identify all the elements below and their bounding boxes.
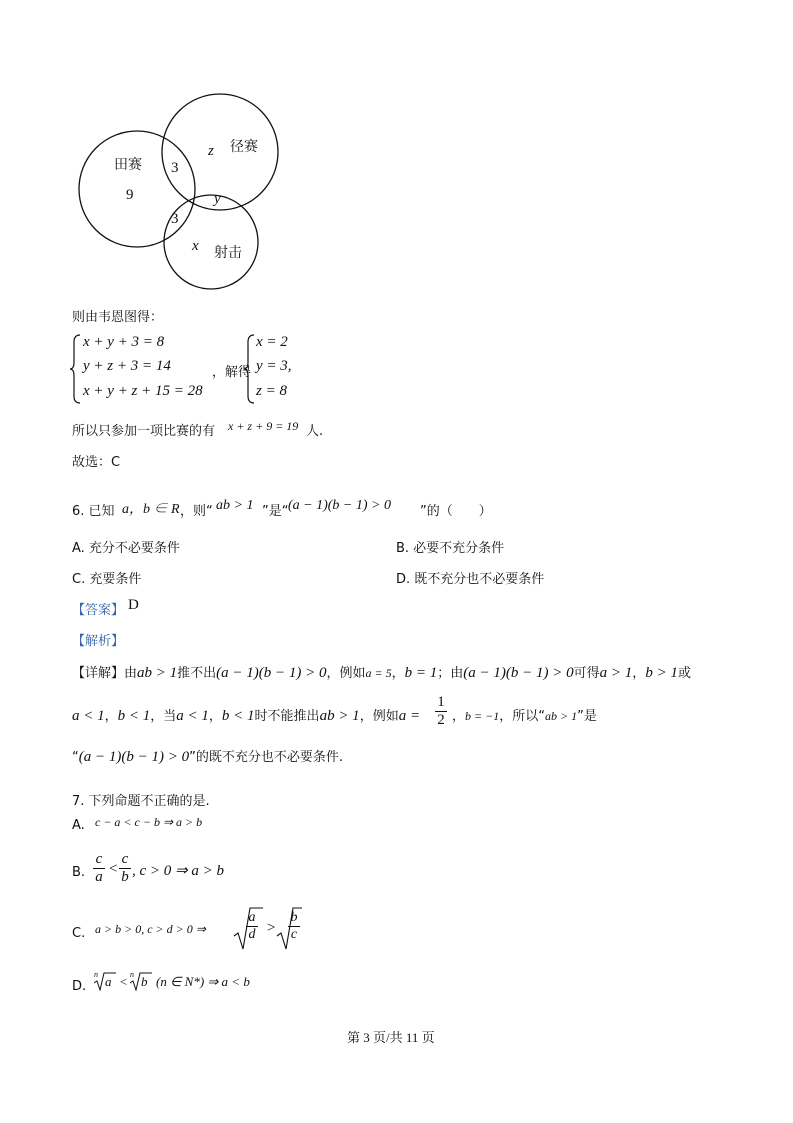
q6-stem-suffix: ”的（ ） (420, 504, 492, 519)
page-footer: 第 3 页/共 11 页 (347, 1030, 435, 1045)
detail-1-l: ， (632, 666, 646, 681)
detail-1-i: (a − 1)(b − 1) > 0 (463, 665, 574, 681)
q6-condition-2: (a − 1)(b − 1) > 0 (288, 498, 391, 513)
q7-option-b-label: B. (72, 865, 86, 880)
q7-c-fraction-1 (246, 910, 258, 943)
fraction-numerator: c (95, 851, 103, 867)
conclusion-unit: 人. (306, 424, 324, 439)
equation-1: x + y + 3 = 8 (83, 334, 165, 350)
q7-d-radicand-2: b (141, 974, 148, 989)
q6-stem-mid: ，则“ (180, 504, 213, 519)
solution-intro: 则由韦恩图得： (72, 310, 164, 325)
q6-stem-vars: a，b ∈ R (122, 502, 180, 517)
solution-y: y = 3, (256, 358, 292, 374)
detail-line-2-tail (452, 705, 597, 724)
detail-1-h: ；由 (437, 666, 464, 681)
detail-2-p: ”是 (577, 709, 597, 724)
detail-label: 【详解】由 (72, 666, 138, 681)
venn-diagram (60, 90, 300, 300)
conclusion-text: 所以只参加一项比赛的有 (72, 424, 216, 439)
solve-label: ，解得 (212, 365, 252, 380)
detail-3-c: ”的既不充分也不必要条件. (189, 750, 343, 765)
analysis-label: 【解析】 (72, 634, 125, 649)
detail-2-g: b < 1 (221, 708, 255, 724)
equation-3: x + y + z + 15 = 28 (83, 383, 203, 399)
q7-d-rest: (n ∈ N*) ⇒ a < b (156, 974, 250, 989)
fraction-denominator: d (248, 927, 256, 942)
venn-label-field: 田赛 (114, 157, 142, 173)
fraction-denominator: a (95, 869, 103, 885)
detail-1-m: b > 1 (645, 665, 678, 681)
detail-2-n: ，所以“ (499, 709, 545, 724)
detail-2-o: ab > 1 (544, 709, 578, 723)
solution-brace (244, 334, 256, 404)
solution-x: x = 2 (256, 334, 288, 350)
detail-1-c: (a − 1)(b − 1) > 0 (216, 665, 327, 681)
venn-circle-field (79, 131, 195, 247)
venn-label-shooting: 射击 (214, 245, 242, 261)
fraction-denominator: c (290, 927, 298, 942)
detail-2-b: ， (104, 709, 118, 724)
detail-1-j: 可得 (573, 666, 600, 681)
detail-2-fraction (435, 694, 447, 729)
q7-d-less-than: < (119, 974, 128, 989)
detail-1-n: 或 (677, 666, 691, 681)
detail-1-b: 推不出 (177, 666, 217, 681)
detail-line-1 (72, 662, 691, 682)
venn-value-field: 9 (126, 187, 134, 203)
q7-option-a-math: c − a < c − b ⇒ a > b (95, 815, 203, 829)
answer-value: D (128, 597, 139, 613)
detail-1-k: a > 1 (599, 665, 633, 681)
detail-2-l: ， (452, 709, 466, 724)
q7-option-a-label: A. (72, 818, 85, 833)
q6-stem-prefix: 6. 已知 (72, 504, 115, 519)
q7-c-greater-than: > (266, 920, 277, 936)
q7-option-d-label: D. (72, 979, 87, 994)
conclusion-math: x + z + 9 = 19 (228, 419, 299, 433)
detail-1-f: ， (391, 666, 405, 681)
venn-overlap-track-shooting: y (214, 191, 221, 207)
fraction-denominator: 2 (437, 712, 445, 728)
q6-option-d: D. 既不充分也不必要条件 (396, 572, 545, 587)
q7-c-fraction-2 (288, 910, 300, 943)
answer-label: 【答案】 (72, 603, 125, 618)
venn-overlap-field-track: 3 (171, 160, 179, 176)
equation-brace-left (70, 334, 82, 404)
detail-2-j: ，例如 (359, 709, 399, 724)
q7-b-fraction-1 (93, 851, 105, 886)
detail-2-c: b < 1 (117, 708, 151, 724)
detail-2-k: a = (398, 708, 421, 724)
detail-2-a: a < 1 (72, 708, 105, 724)
q6-condition-1: ab > 1 (216, 498, 254, 513)
q7-b-rest: , c > 0 ⇒ a > b (132, 863, 224, 879)
detail-2-h: 时不能推出 (254, 709, 320, 724)
q7-c-math: a > b > 0, c > d > 0 ⇒ (95, 922, 206, 936)
detail-2-i: ab > 1 (319, 708, 360, 724)
q6-stem-mid2: ”是“ (262, 504, 289, 519)
q7-b-fraction-2 (119, 851, 131, 886)
detail-line-3 (72, 746, 343, 766)
detail-3-b: (a − 1)(b − 1) > 0 (78, 749, 190, 765)
detail-1-e: a = 5 (365, 666, 392, 680)
choice-text: 故选：C (72, 455, 121, 470)
fraction-numerator: 1 (437, 694, 445, 710)
venn-var-shooting: x (192, 238, 199, 254)
q6-option-c: C. 充要条件 (72, 572, 142, 587)
q7-d-index-2: n (130, 970, 134, 979)
fraction-denominator: b (121, 869, 129, 885)
venn-label-track: 径赛 (230, 139, 258, 155)
q7-stem: 7. 下列命题不正确的是. (72, 794, 210, 809)
detail-2-d: ，当 (150, 709, 177, 724)
fraction-numerator: c (121, 851, 129, 867)
q7-d-radicand-1: a (105, 974, 112, 989)
detail-2-f: ， (208, 709, 222, 724)
detail-2-m: b = −1 (465, 709, 500, 723)
fraction-numerator: a (248, 910, 256, 925)
detail-1-g: b = 1 (404, 665, 438, 681)
detail-line-2 (72, 705, 420, 725)
solution-z: z = 8 (256, 383, 287, 399)
q7-d-index-1: n (94, 970, 98, 979)
venn-overlap-field-shooting: 3 (171, 211, 179, 227)
q6-option-b: B. 必要不充分条件 (396, 541, 505, 556)
detail-1-a: ab > 1 (137, 665, 178, 681)
q7-option-c-label: C. (72, 926, 86, 941)
fraction-numerator: b (290, 910, 298, 925)
detail-2-e: a < 1 (176, 708, 209, 724)
detail-1-d: ，例如 (326, 666, 366, 681)
q7-b-less-than: < (108, 861, 119, 877)
venn-var-track: z (208, 143, 214, 159)
detail-3-a: “ (72, 750, 79, 765)
equation-2: y + z + 3 = 14 (83, 358, 171, 374)
q6-option-a: A. 充分不必要条件 (72, 541, 180, 556)
